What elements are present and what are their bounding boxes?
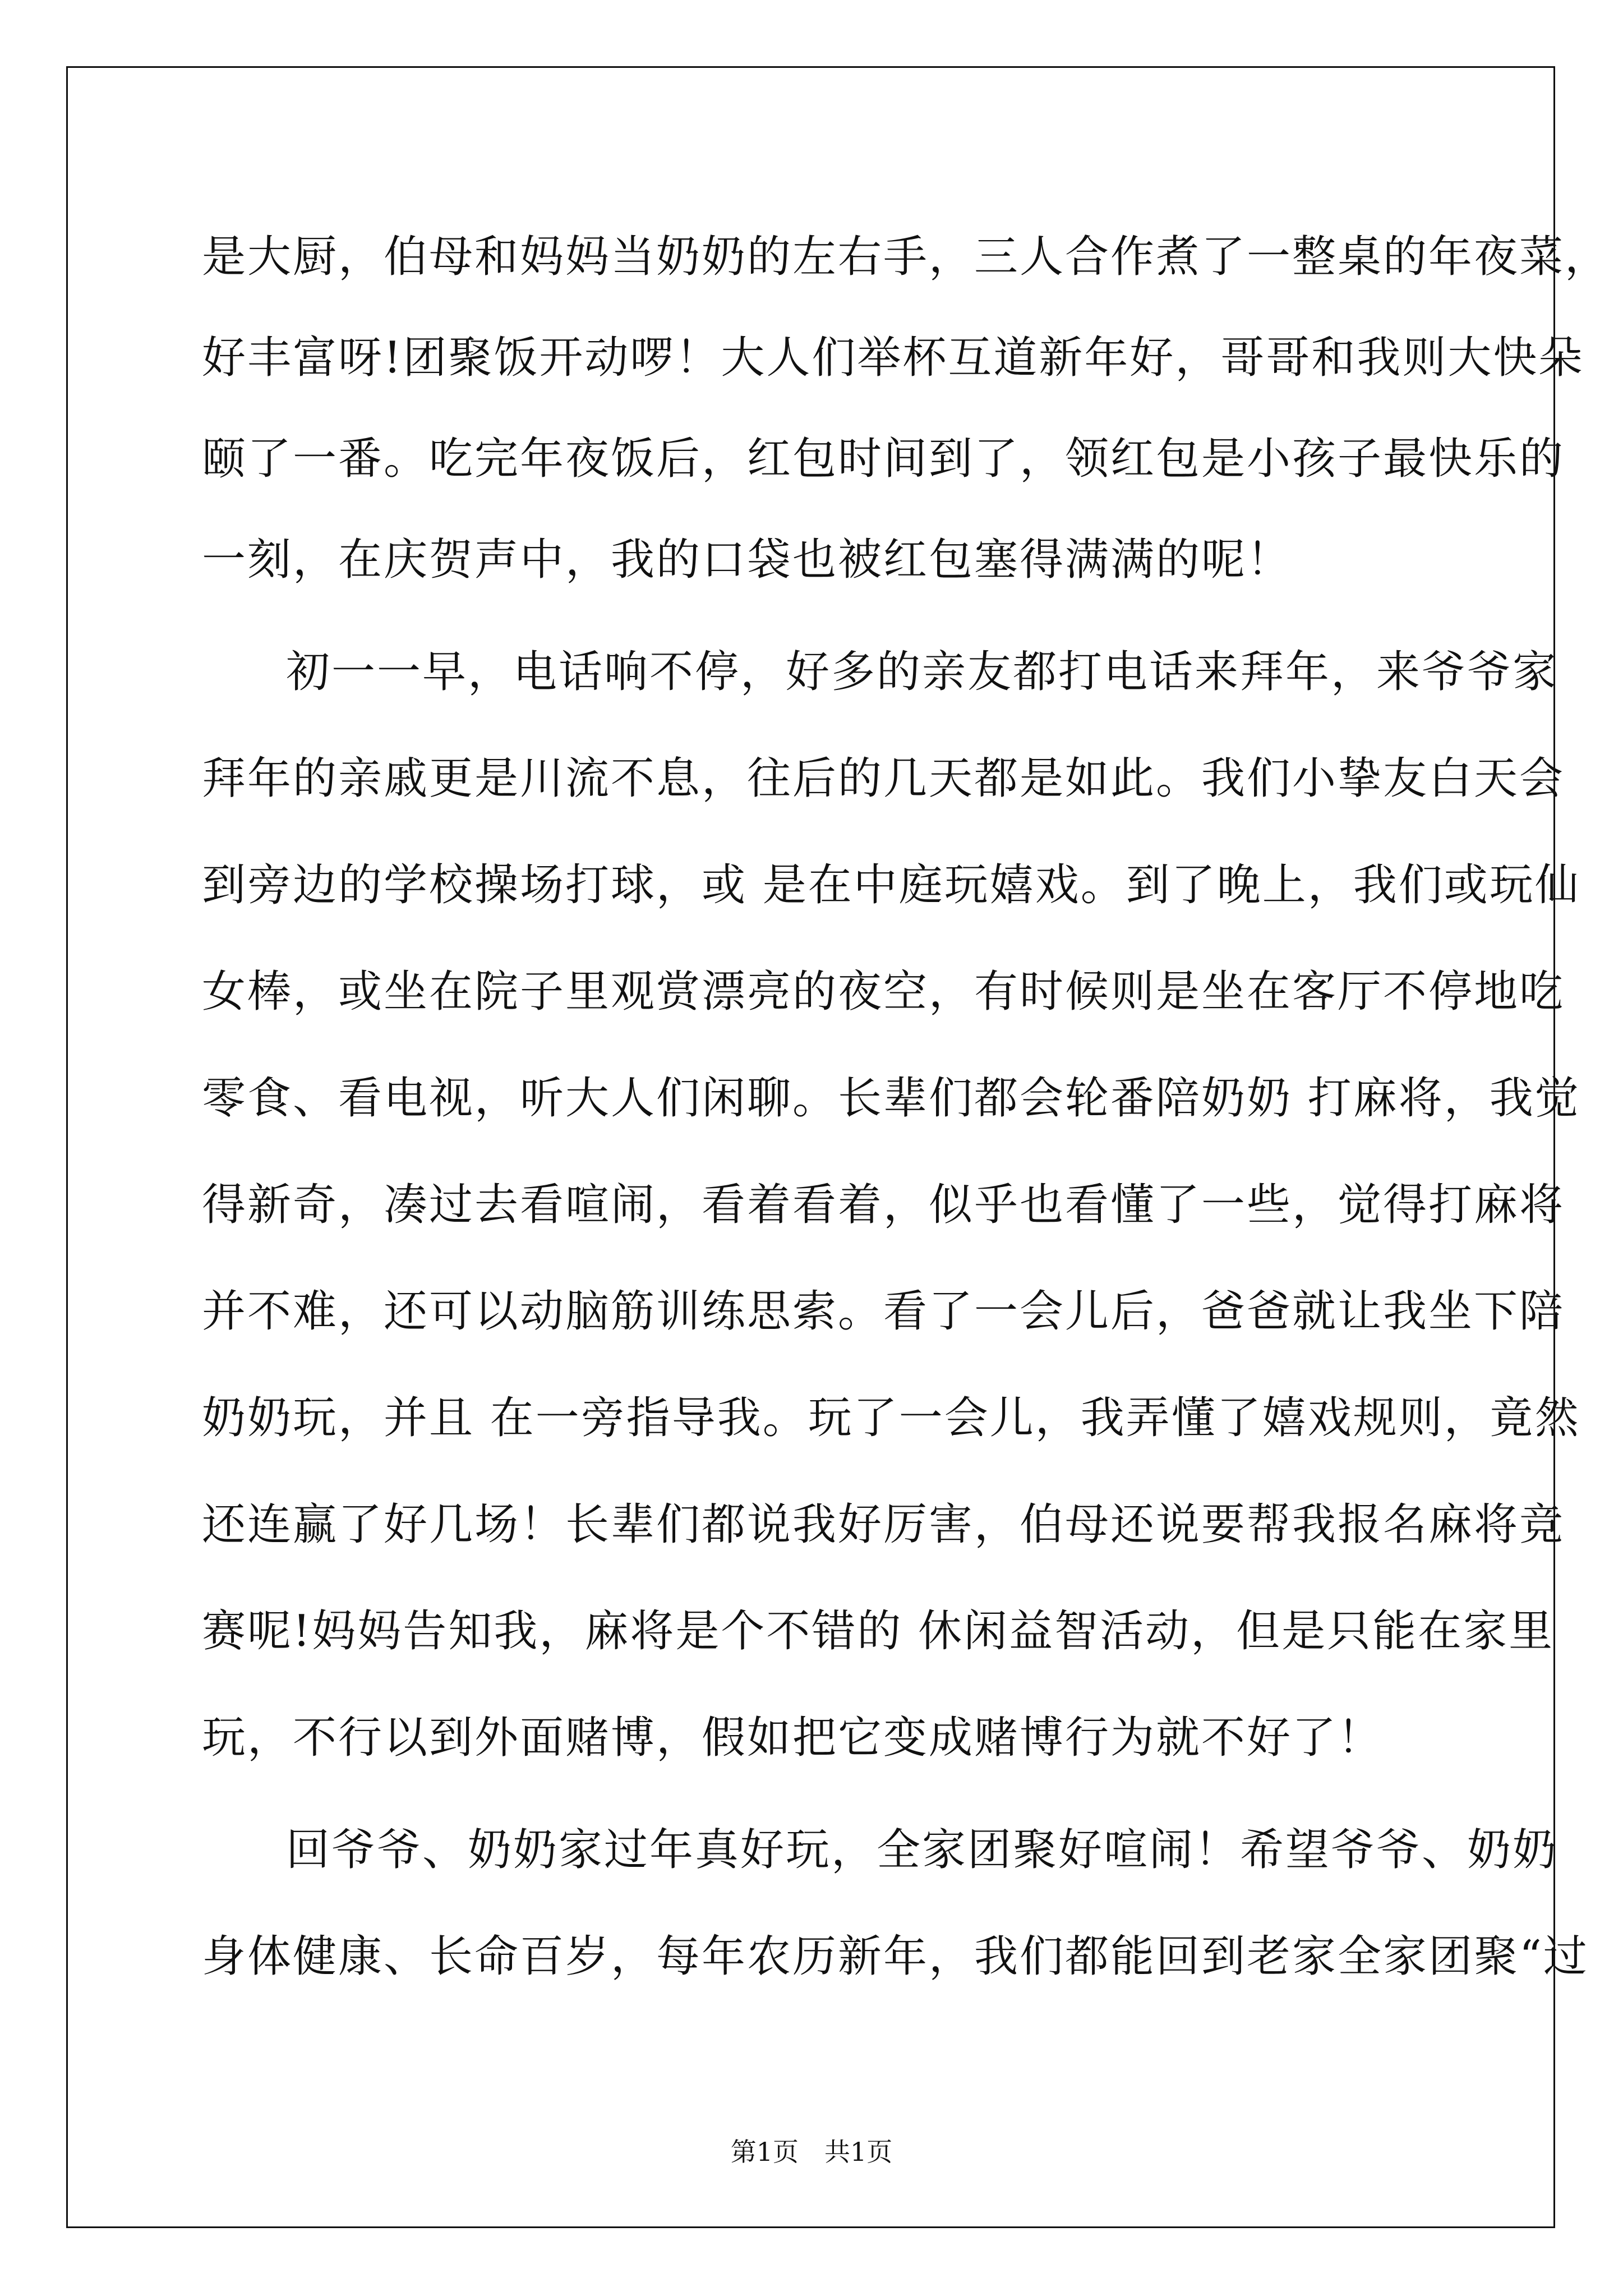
paragraph-first-line: 初一一早，电话响不停，好多的亲友都打电话来拜年，来爷爷家: [286, 647, 1559, 697]
body-text-line: 好丰富呀!团聚饭开动啰！大人们举杯互道新年好，哥哥和我则大快朵: [202, 333, 1584, 383]
body-text-line: 身体健康、长命百岁，每年农历新年，我们都能回到老家全家团聚“过: [202, 1931, 1589, 1982]
body-text-line: 并不难，还可以动脑筋训练思索。看了一会儿后，爸爸就让我坐下陪: [202, 1286, 1565, 1337]
body-text-line: 拜年的亲戚更是川流不息，往后的几天都是如此。我们小挚友白天会: [202, 753, 1565, 804]
body-text-line: 颐了一番。吃完年夜饭后，红包时间到了，领红包是小孩子最快乐的: [202, 434, 1565, 484]
body-text-line: 玩，不行以到外面赌博，假如把它变成赌博行为就不好了！: [202, 1713, 1384, 1763]
paragraph-first-line: 回爷爷、奶奶家过年真好玩，全家团聚好喧闹！希望爷爷、奶奶: [286, 1825, 1559, 1875]
body-text-line: 一刻，在庆贺声中，我的口袋也被红包塞得满满的呢！: [202, 535, 1293, 585]
body-text-line: 赛呢!妈妈告知我，麻将是个不错的 休闲益智活动，但是只能在家里: [202, 1606, 1555, 1657]
body-text-line: 女棒，或坐在院子里观赏漂亮的夜空，有时候则是坐在客厅不停地吃: [202, 967, 1565, 1017]
body-text-line: 得新奇，凑过去看喧闹，看着看着，似乎也看懂了一些，觉得打麻将: [202, 1180, 1565, 1230]
body-text-line: 到旁边的学校操场打球，或 是在中庭玩嬉戏。到了晚上，我们或玩仙: [202, 860, 1580, 910]
body-text-line: 零食、看电视，听大人们闲聊。长辈们都会轮番陪奶奶 打麻将，我觉: [202, 1073, 1580, 1124]
page-border: [66, 66, 1611, 2228]
body-text-line: 还连赢了好几场！长辈们都说我好厉害，伯母还说要帮我报名麻将竞: [202, 1499, 1565, 1550]
page-number-footer: 第1页 共1页: [730, 2137, 893, 2167]
body-text-line: 是大厨，伯母和妈妈当奶奶的左右手，三人合作煮了一整桌的年夜菜，: [202, 232, 1611, 282]
body-text-line: 奶奶玩，并且 在一旁指导我。玩了一会儿，我弄懂了嬉戏规则，竟然: [202, 1393, 1580, 1443]
